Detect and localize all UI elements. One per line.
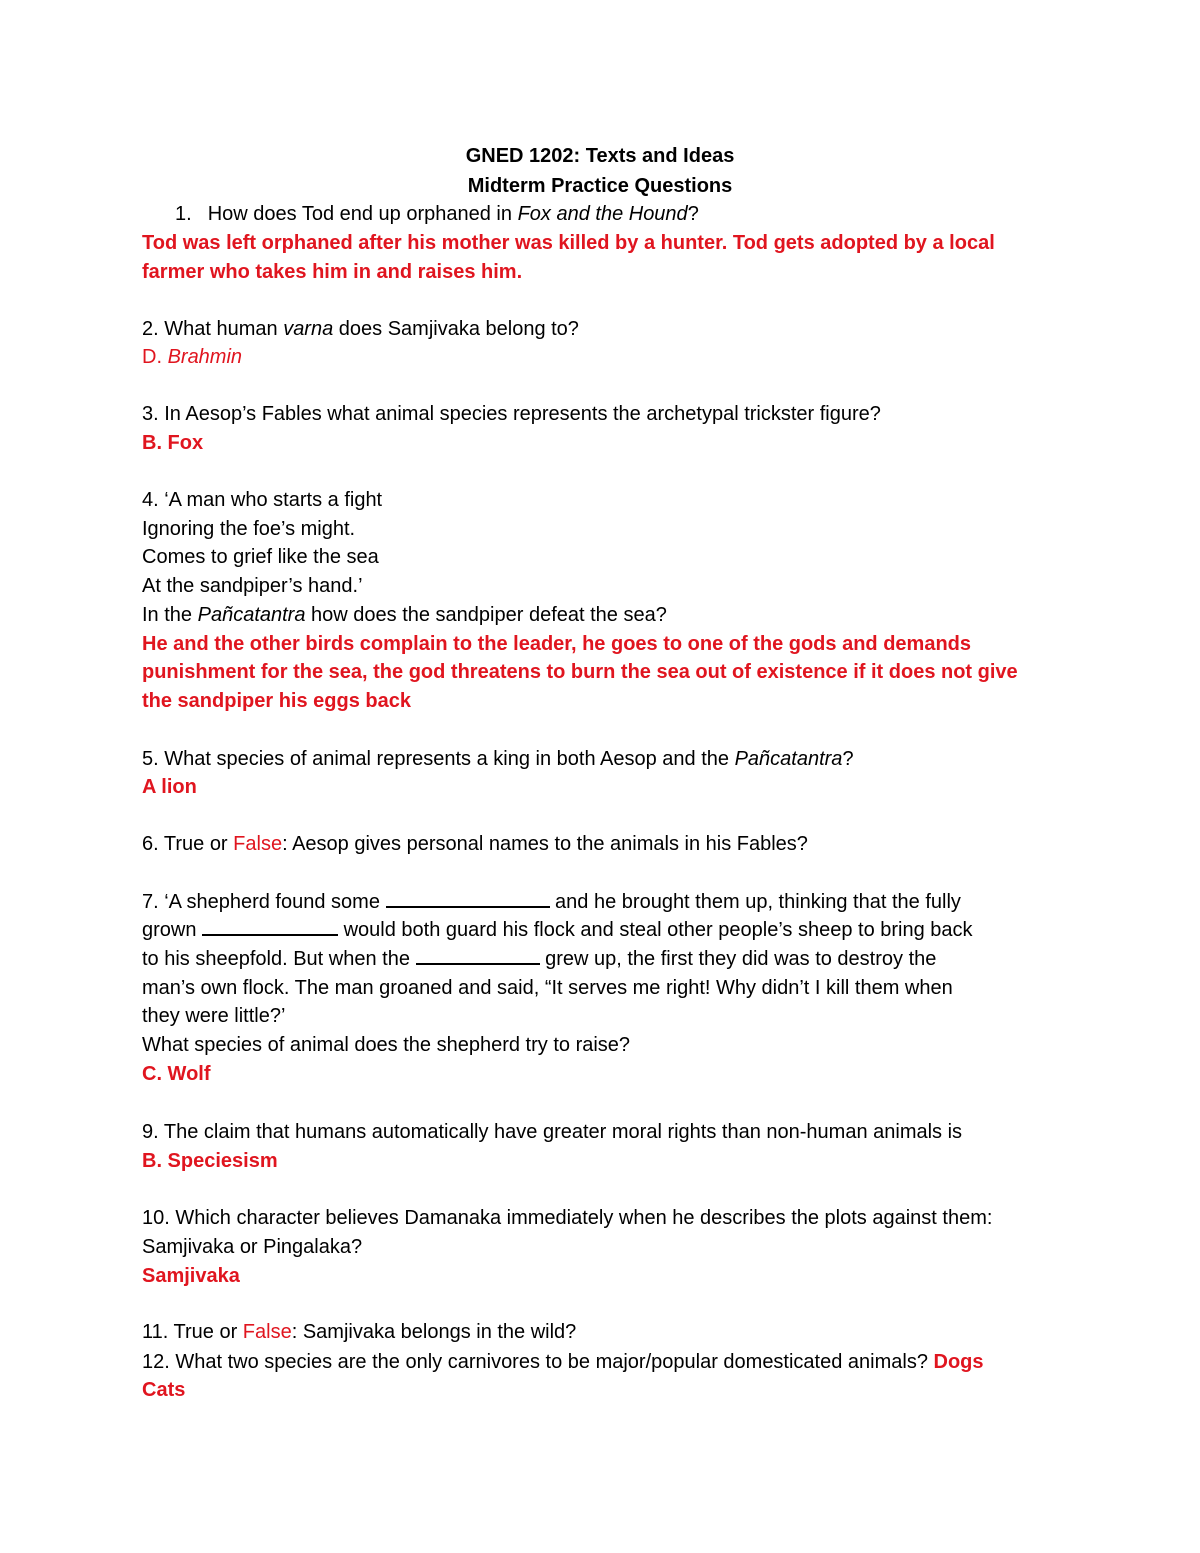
answer-4-line-3: the sandpiper his eggs back (142, 690, 411, 712)
question-text-end: how does the sandpiper defeat the sea? (305, 604, 667, 626)
answer-6: False (233, 833, 283, 855)
question-7-line-2 (142, 916, 973, 944)
question-4-quote-line-3: Comes to grief like the sea (142, 546, 379, 568)
question-text: In the (142, 604, 198, 626)
work-title: Pañcatantra (197, 604, 306, 626)
question-text-end: : Samjivaka belongs in the wild? (291, 1321, 577, 1343)
answer-4-line-2: punishment for the sea, the god threatens to burn the sea out of existence if it does not give (142, 661, 1018, 683)
question-mark: ? (687, 203, 699, 225)
question-6 (142, 830, 808, 858)
question-text-end: does Samjivaka belong to? (333, 318, 579, 340)
question-text-end: : Aesop gives personal names to the animals in his Fables? (282, 833, 808, 855)
question-5 (142, 745, 854, 773)
answer-letter: D. (142, 346, 168, 368)
text: to his sheepfold. But when the (142, 948, 416, 970)
question-10-line-2: Samjivaka or Pingalaka? (142, 1236, 363, 1258)
question-2 (142, 315, 579, 343)
question-12 (142, 1348, 984, 1376)
answer-7: C. Wolf (142, 1063, 211, 1085)
text: grown (142, 919, 203, 941)
question-7: What species of animal does the shepherd try to raise? (142, 1034, 631, 1056)
question-4-quote-line-1: 4. ‘A man who starts a fight (142, 489, 383, 511)
work-title: Fox and the Hound (517, 203, 688, 225)
answer-9: B. Speciesism (142, 1150, 278, 1172)
answer-1-line-2: farmer who takes him in and raises him. (142, 261, 523, 283)
answer-10: Samjivaka (142, 1265, 240, 1287)
question-text: 6. True or (142, 833, 234, 855)
question-10-line-1: 10. Which character believes Damanaka immediately when he describes the plots against them: (142, 1207, 993, 1229)
question-4-quote-line-2: Ignoring the foe’s might. (142, 518, 356, 540)
document-subtitle: Midterm Practice Questions (467, 175, 733, 197)
question-text: 11. True or (142, 1321, 243, 1343)
question-1 (175, 200, 699, 228)
fill-in-blank (386, 890, 550, 908)
question-11 (142, 1318, 576, 1346)
answer-3: B. Fox (142, 432, 204, 454)
fill-in-blank (416, 947, 540, 965)
text: grew up, the first they did was to destroy the (539, 948, 937, 970)
text: would both guard his flock and steal other people’s sheep to bring back (338, 919, 973, 941)
question-number: 1. (175, 203, 192, 225)
text: 7. ‘A shepherd found some (142, 891, 386, 913)
question-7-line-5: they were little?’ (142, 1005, 286, 1027)
question-text: 12. What two species are the only carnivores to be major/popular domesticated animals? (142, 1351, 934, 1373)
answer-4-line-1: He and the other birds complain to the leader, he goes to one of the gods and demands (142, 633, 971, 655)
text: and he brought them up, thinking that the fully (549, 891, 961, 913)
question-7-line-3 (142, 945, 936, 973)
document-title: GNED 1202: Texts and Ideas (465, 145, 735, 167)
answer-1-line-1: Tod was left orphaned after his mother was killed by a hunter. Tod gets adopted by a local (142, 232, 995, 254)
answer-5: A lion (142, 776, 197, 798)
question-text: 5. What species of animal represents a king in both Aesop and the (142, 748, 735, 770)
question-9: 9. The claim that humans automatically have greater moral rights than non-human animals is (142, 1121, 963, 1143)
question-mark: ? (842, 748, 854, 770)
question-4 (142, 601, 667, 629)
answer-2 (142, 343, 242, 371)
work-title: Pañcatantra (734, 748, 843, 770)
answer-11: False (242, 1321, 292, 1343)
answer-12-dogs: Dogs (933, 1351, 984, 1373)
question-7-line-4: man’s own flock. The man groaned and said, “It serves me right! Why didn’t I kill them when (142, 977, 953, 999)
question-4-quote-line-4: At the sandpiper’s hand.’ (142, 575, 363, 597)
term-varna: varna (283, 318, 334, 340)
answer-12-cats: Cats (142, 1379, 186, 1401)
answer-text: Brahmin (167, 346, 243, 368)
question-text: How does Tod end up orphaned in (207, 203, 518, 225)
question-7-line-1 (142, 888, 961, 916)
question-text: 2. What human (142, 318, 284, 340)
question-3: 3. In Aesop’s Fables what animal species represents the archetypal trickster figure? (142, 403, 881, 425)
fill-in-blank (202, 918, 338, 936)
